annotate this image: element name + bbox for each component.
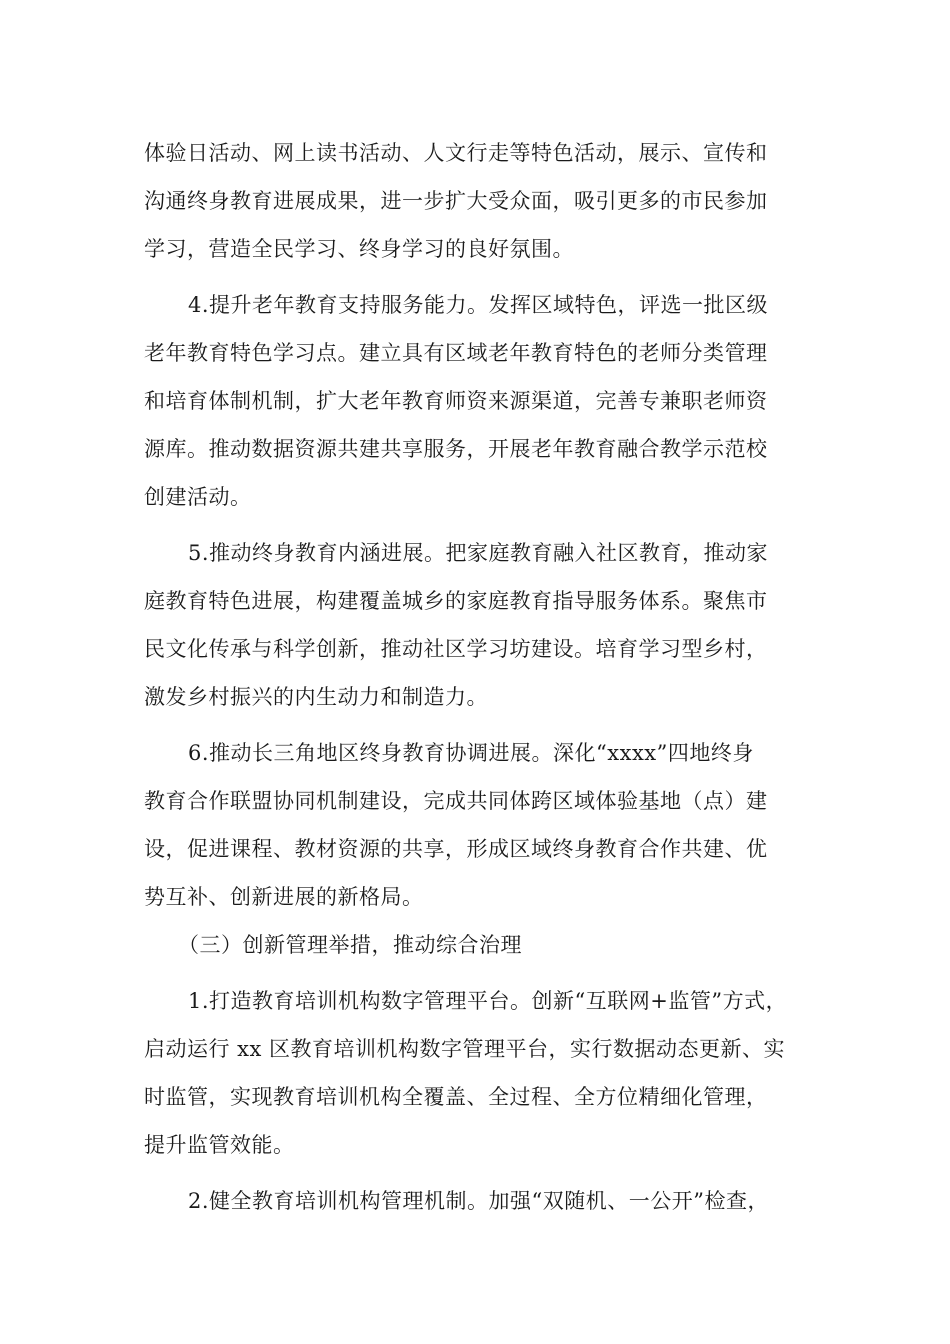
paragraph-6-heading: 6.推动长三角地区终身教育协调进展。深化“xxxx”四地终身 [188,741,754,765]
paragraph-4-heading: 4.提升老年教育支持服务能力。发挥区域特色，评选一批区级 [188,293,769,317]
body-text-line: 源库。推动数据资源共建共享服务，开展老年教育融合教学示范校 [144,437,768,461]
body-text-line: 老年教育特色学习点。建立具有区域老年教育特色的老师分类管理 [144,341,768,365]
body-text-line: 势互补、创新进展的新格局。 [144,885,424,909]
body-text-line: 创建活动。 [144,485,252,509]
body-text-line: 激发乡村振兴的内生动力和制造力。 [144,685,488,709]
body-text-line: 提升监管效能。 [144,1133,295,1157]
paragraph-2-heading: 2.健全教育培训机构管理机制。加强“双随机、一公开”检查， [188,1189,770,1213]
section-heading: （三）创新管理举措，推动综合治理 [178,933,522,957]
body-text-line: 学习，营造全民学习、终身学习的良好氛围。 [144,237,574,261]
paragraph-5-heading: 5.推动终身教育内涵进展。把家庭教育融入社区教育，推动家 [188,541,769,565]
body-text-line: 民文化传承与科学创新，推动社区学习坊建设。培育学习型乡村， [144,637,768,661]
paragraph-1-heading: 1.打造教育培训机构数字管理平台。创新“互联网+监管”方式， [188,989,788,1013]
body-text-line: 体验日活动、网上读书活动、人文行走等特色活动，展示、宣传和 [144,141,768,165]
body-text-line: 启动运行 xx 区教育培训机构数字管理平台，实行数据动态更新、实 [144,1037,786,1061]
body-text-line: 沟通终身教育进展成果，进一步扩大受众面，吸引更多的市民参加 [144,189,768,213]
body-text-line: 教育合作联盟协同机制建设，完成共同体跨区域体验基地（点）建 [144,789,768,813]
body-text-line: 和培育体制机制，扩大老年教育师资来源渠道，完善专兼职老师资 [144,389,768,413]
body-text-line: 设，促进课程、教材资源的共享，形成区域终身教育合作共建、优 [144,837,768,861]
body-text-line: 时监管，实现教育培训机构全覆盖、全过程、全方位精细化管理， [144,1085,768,1109]
body-text-line: 庭教育特色进展，构建覆盖城乡的家庭教育指导服务体系。聚焦市 [144,589,768,613]
